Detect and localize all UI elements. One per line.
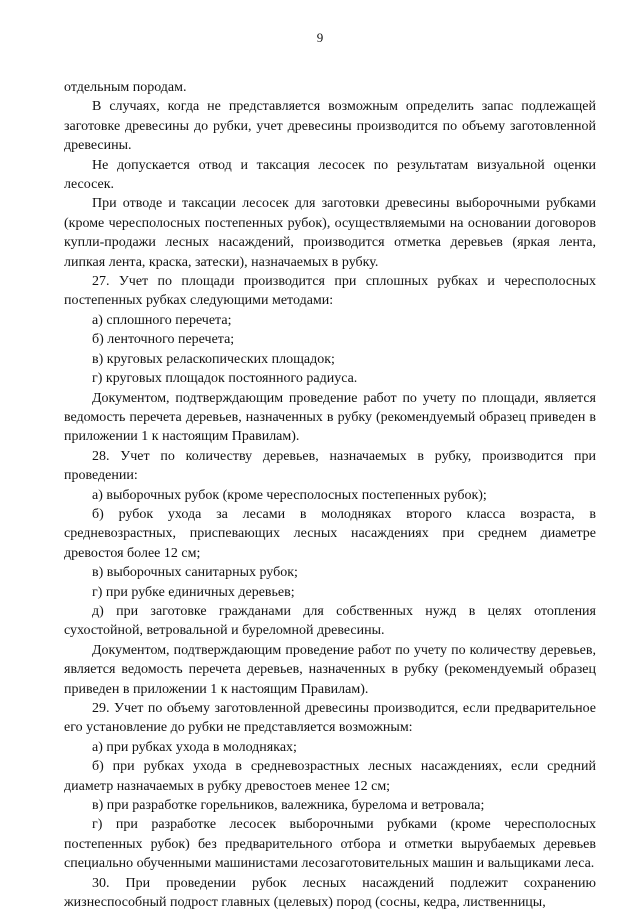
paragraph: 28. Учет по количеству деревьев, назначаемых в рубку, производится при проведении: bbox=[64, 448, 596, 484]
paragraph: в) выборочных санитарных рубок; bbox=[92, 565, 298, 581]
paragraph: б) при рубках ухода в средневозрастных лесных насаждениях, если средний диаметр назначаемых в рубку древостоев менее 12 см; bbox=[64, 759, 596, 794]
paragraph: 30. При проведении рубок лесных насаждений подлежит сохранению жизнеспособный подрост главных (целевых) пород (сосны, кедра, лиственницы, bbox=[64, 875, 596, 911]
paragraph: а) сплошного перечета; bbox=[92, 312, 232, 328]
paragraph: а) при рубках ухода в молодняках; bbox=[92, 739, 297, 755]
paragraph: б) рубок ухода за лесами в молодняках второго класса возраста, в средневозрастных, приспевающих лесных насаждениях при среднем диаметре древостоя более 12 см; bbox=[64, 506, 596, 561]
paragraph: отдельным породам. bbox=[64, 80, 187, 95]
paragraph: Не допускается отвод и таксация лесосек по результатам визуальной оценки лесосек. bbox=[64, 157, 596, 193]
paragraph: г) круговых площадок постоянного радиуса. bbox=[92, 371, 358, 387]
paragraph: в) круговых реласкопических площадок; bbox=[92, 351, 335, 367]
paragraph: Документом, подтверждающим проведение работ по учету по количеству деревьев, является ведомость перечета деревьев, назначенных в рубку (рекомендуемый образец приведен в приложении 1 к настоящим Правилам). bbox=[64, 642, 596, 697]
document-body bbox=[64, 78, 596, 912]
paragraph: б) ленточного перечета; bbox=[92, 332, 235, 348]
page-number: 9 bbox=[316, 30, 324, 45]
paragraph: г) при разработке лесосек выборочными рубками (кроме чересполосных постепенных рубок) без предварительного отбора и отметки вырубаемых деревьев специально обученными машинистами лесозаготовительных машин и вальщиками леса. bbox=[64, 817, 596, 872]
paragraph: а) выборочных рубок (кроме чересполосных постепенных рубок); bbox=[92, 487, 487, 503]
paragraph: г) при рубке единичных деревьев; bbox=[92, 584, 295, 600]
paragraph: 29. Учет по объему заготовленной древесины производится, если предварительное его установление до рубки не представляется возможным: bbox=[64, 701, 596, 736]
paragraph: Документом, подтверждающим проведение работ по учету по площади, является ведомость перечета деревьев, назначенных в рубку (рекомендуемый образец приведен в приложении 1 к настоящим Правилам). bbox=[64, 390, 596, 445]
paragraph: в) при разработке горельников, валежника, бурелома и ветровала; bbox=[92, 798, 485, 814]
paragraph: 27. Учет по площади производится при сплошных рубках и чересполосных постепенных рубках следующими методами: bbox=[64, 274, 596, 309]
paragraph: При отводе и таксации лесосек для заготовки древесины выборочными рубками (кроме чересполосных постепенных рубок), осуществляемыми на основании договоров купли-продажи лесных насаждений, производится отметка деревьев (яркая лента, липкая лента, краска, затески), назначаемых в рубку. bbox=[64, 196, 596, 270]
paragraph: В случаях, когда не представляется возможным определить запас подлежащей заготовке древесины до рубки, учет древесины производится по объему заготовленной древесины. bbox=[64, 99, 596, 154]
paragraph: д) при заготовке гражданами для собственных нужд в целях отопления сухостойной, ветровальной и буреломной древесины. bbox=[64, 603, 596, 639]
